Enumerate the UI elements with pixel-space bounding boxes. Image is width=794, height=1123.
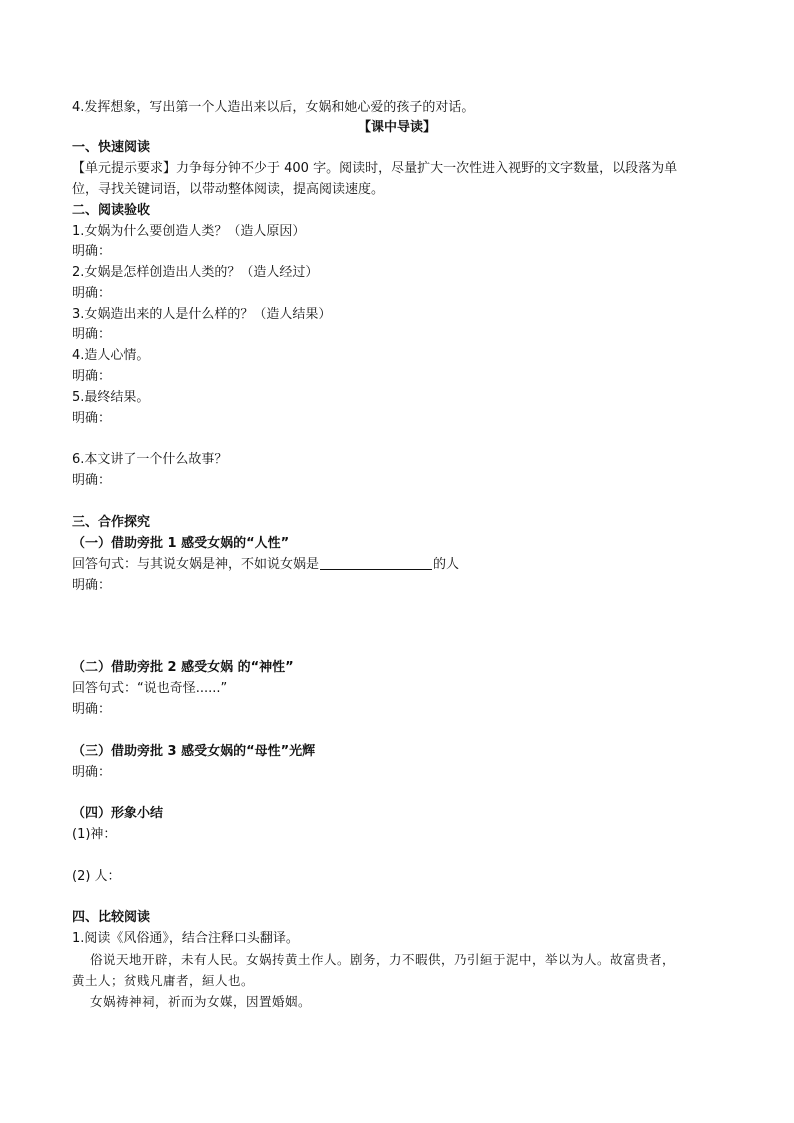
part4-question-1: 1.阅读《风俗通》，结合注释口头翻译。 — [72, 931, 299, 946]
part2-question-1: 1.女娲为什么要创造人类？（造人原因） — [72, 224, 306, 239]
part3-heading: 三、合作探究 — [72, 515, 151, 530]
answer-label: 明确： — [72, 286, 112, 301]
part2-question-6: 6.本文讲了一个什么故事？ — [72, 452, 228, 467]
prompt-text: 回答句式：与其说女娲是神，不如说女娲是 — [72, 557, 320, 572]
answer-label: 明确： — [72, 327, 112, 342]
answer-label: 明确： — [72, 473, 112, 488]
answer-label: 明确： — [72, 244, 112, 259]
classical-text-line2: 黄土人；贫贱凡庸者，絙人也。 — [72, 973, 255, 988]
part2-question-3: 3.女娲造出来的人是什么样的？（造人结果） — [72, 307, 332, 322]
prompt-text-end: 的人 — [433, 557, 460, 572]
summary-item-human: (2) 人： — [72, 869, 121, 884]
part1-heading: 一、快速阅读 — [72, 140, 151, 155]
answer-label: 明确： — [72, 765, 112, 780]
part2-question-2: 2.女娲是怎样创造出人类的？（造人经过） — [72, 265, 319, 280]
fill-in-blank[interactable] — [320, 555, 432, 570]
part3-subsection-2-prompt: 回答句式：“说也奇怪......” — [72, 681, 228, 696]
section-title: 【课中导读】 — [357, 120, 436, 135]
part3-subsection-2-title: （二）借助旁批 2 感受女娲 的“神性” — [72, 660, 294, 675]
part3-subsection-4-title: （四）形象小结 — [72, 806, 164, 821]
part4-heading: 四、比较阅读 — [72, 910, 151, 925]
part1-text-line2: 位，寻找关键词语，以带动整体阅读，提高阅读速度。 — [72, 182, 385, 197]
answer-label: 明确： — [72, 578, 112, 593]
part2-question-4: 4.造人心情。 — [72, 348, 150, 363]
summary-item-god: (1)神： — [72, 827, 117, 842]
classical-text-line1: 俗说天地开辟，未有人民。女娲抟黄土作人。剧务，力不暇供，乃引絙于泥中，举以为人。故富贵者， — [90, 952, 676, 967]
part2-question-5: 5.最终结果。 — [72, 390, 150, 405]
answer-label: 明确： — [72, 702, 112, 717]
part3-subsection-3-title: （三）借助旁批 3 感受女娲的“母性”光辉 — [72, 744, 316, 759]
part2-heading: 二、阅读验收 — [72, 203, 151, 218]
answer-label: 明确： — [72, 411, 112, 426]
part3-subsection-1-prompt — [72, 555, 459, 575]
answer-label: 明确： — [72, 369, 112, 384]
part1-text-line1: 【单元提示要求】力争每分钟不少于 400 字。阅读时，尽量扩大一次性进入视野的文字数量，以段落为单 — [72, 161, 678, 176]
part3-subsection-1-title: （一）借助旁批 1 感受女娲的“人性” — [72, 536, 290, 551]
classical-text-line3: 女娲祷神祠，祈而为女媒，因置婚姻。 — [90, 994, 312, 1009]
question-4-intro: 4.发挥想象，写出第一个人造出来以后，女娲和她心爱的孩子的对话。 — [72, 100, 475, 115]
